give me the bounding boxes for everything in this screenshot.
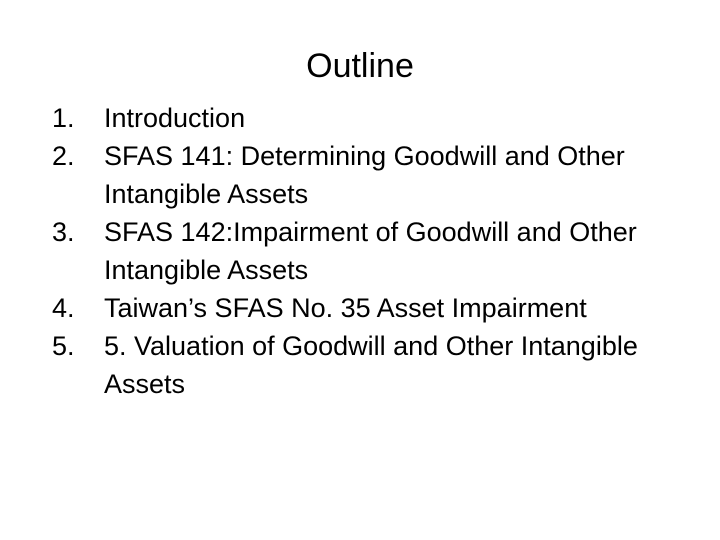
list-item-text: SFAS 142:Impairment of Goodwill and Other Intangible Assets xyxy=(104,217,637,285)
slide-title xyxy=(0,44,720,88)
list-item-text: SFAS 141: Determining Goodwill and Other Intangible Assets xyxy=(104,141,625,209)
outline-list xyxy=(52,99,692,403)
list-item xyxy=(52,327,692,403)
list-item-number: 4. xyxy=(52,293,75,323)
list-item-number: 1. xyxy=(52,103,75,133)
list-item-text: Taiwan’s SFAS No. 35 Asset Impairment xyxy=(104,293,587,323)
list-item-number: 5. xyxy=(52,331,75,361)
list-item-number: 2. xyxy=(52,141,75,171)
slide-title-text: Outline xyxy=(306,47,414,85)
list-item xyxy=(52,99,692,137)
list-item xyxy=(52,137,692,213)
list-item xyxy=(52,289,692,327)
list-item-text: 5. Valuation of Goodwill and Other Intangible Assets xyxy=(104,331,638,399)
list-item-text: Introduction xyxy=(104,103,246,133)
list-item xyxy=(52,213,692,289)
list-item-number: 3. xyxy=(52,217,75,247)
